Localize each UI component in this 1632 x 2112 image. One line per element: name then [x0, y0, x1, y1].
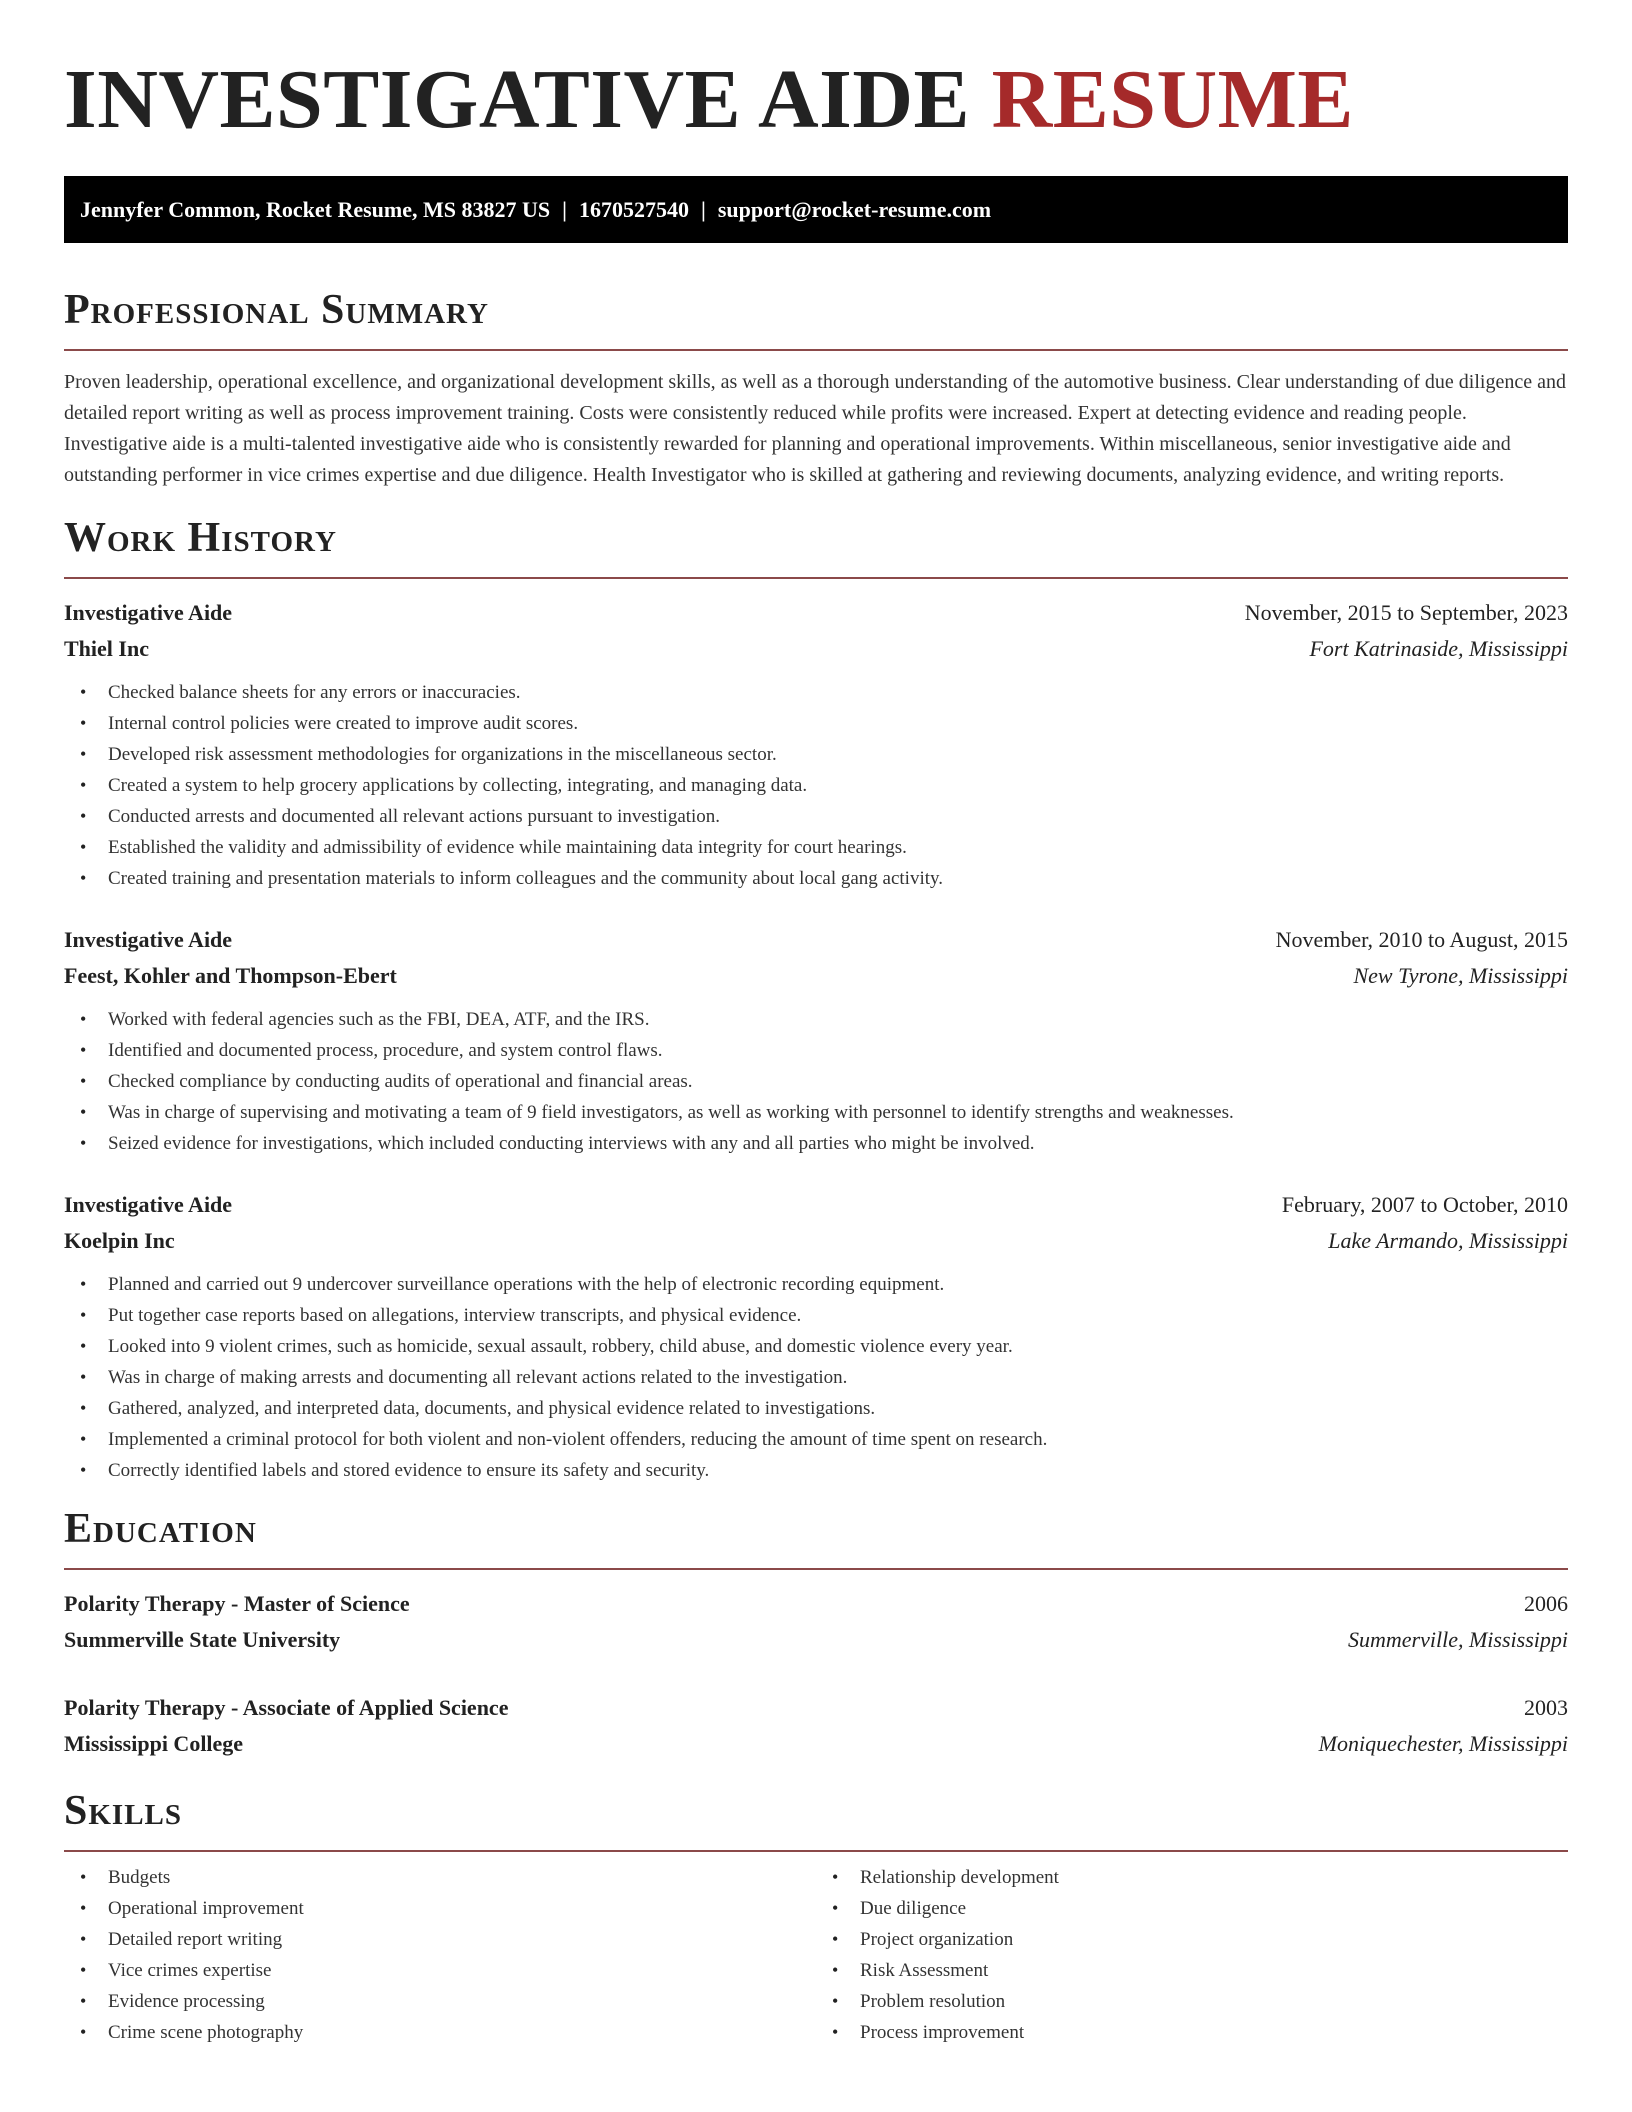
job-duty: • Checked balance sheets for any errors or inaccuracies.	[108, 677, 1568, 708]
job-duty: • Put together case reports based on allegations, interview transcripts, and physical evidence.	[108, 1300, 1568, 1331]
skill-item: • Problem resolution	[860, 1986, 1568, 2017]
skill-item: • Relationship development	[860, 1862, 1568, 1893]
job-company: Feest, Kohler and Thompson-Ebert	[64, 963, 397, 988]
section-divider	[64, 349, 1568, 351]
skill-item: • Operational improvement	[108, 1893, 816, 1924]
education-section	[64, 1504, 1568, 1762]
education-entry	[64, 1586, 1568, 1658]
skills-columns	[64, 1862, 1568, 2048]
job-duty: • Correctly identified labels and stored evidence to ensure its safety and security.	[108, 1455, 1568, 1486]
job-dates: February, 2007 to October, 2010	[1281, 1192, 1568, 1217]
job-duty: • Planned and carried out 9 undercover surveillance operations with the help of electronic recording equipment.	[108, 1269, 1568, 1300]
job-duties	[64, 677, 1568, 894]
skill-item: • Detailed report writing	[108, 1924, 816, 1955]
skill-item: • Crime scene photography	[108, 2017, 816, 2048]
contact-separator: |	[562, 197, 567, 222]
job-location: Fort Katrinaside, Mississippi	[1309, 636, 1568, 661]
job-duty: • Established the validity and admissibility of evidence while maintaining data integrity for court hearings.	[108, 832, 1568, 863]
job-duty: • Identified and documented process, procedure, and system control flaws.	[108, 1035, 1568, 1066]
job-duty: • Internal control policies were created to improve audit scores.	[108, 708, 1568, 739]
education-school: Mississippi College	[64, 1731, 244, 1756]
skill-item: • Budgets	[108, 1862, 816, 1893]
education-degree: Polarity Therapy - Associate of Applied Science	[64, 1695, 509, 1720]
job-duty: • Worked with federal agencies such as the FBI, DEA, ATF, and the IRS.	[108, 1004, 1568, 1035]
job-title: Investigative Aide	[64, 1192, 233, 1217]
contact-name-address: Jennyfer Common, Rocket Resume, MS 83827 US	[80, 197, 551, 222]
job-company: Koelpin Inc	[64, 1228, 175, 1253]
job-title: Investigative Aide	[64, 927, 233, 952]
section-divider	[64, 577, 1568, 579]
resume-title	[64, 0, 1568, 146]
job-duty: • Gathered, analyzed, and interpreted data, documents, and physical evidence related to investigations.	[108, 1393, 1568, 1424]
skill-item: • Due diligence	[860, 1893, 1568, 1924]
education-location: Moniquechester, Mississippi	[1318, 1731, 1568, 1756]
education-year: 2006	[1524, 1591, 1568, 1616]
job-entry	[64, 922, 1568, 1159]
job-duties	[64, 1269, 1568, 1486]
skills-heading: Skills	[64, 1788, 183, 1834]
contact-phone: 1670527540	[578, 197, 689, 222]
education-entry	[64, 1690, 1568, 1762]
job-duty: • Created training and presentation materials to inform colleagues and the community about local gang activity.	[108, 863, 1568, 894]
skills-section	[64, 1786, 1568, 2048]
job-entry	[64, 1187, 1568, 1486]
job-title: Investigative Aide	[64, 600, 233, 625]
work-history-section	[64, 513, 1568, 1486]
job-entry	[64, 595, 1568, 894]
job-dates: November, 2015 to September, 2023	[1244, 600, 1568, 625]
job-location: Lake Armando, Mississippi	[1328, 1228, 1568, 1253]
job-duty: • Developed risk assessment methodologies for organizations in the miscellaneous sector.	[108, 739, 1568, 770]
work-history-heading: Work History	[64, 515, 337, 561]
education-year: 2003	[1524, 1695, 1568, 1720]
skills-list-right	[816, 1862, 1568, 2048]
job-duty: • Was in charge of supervising and motivating a team of 9 field investigators, as well as working with personnel to identify strengths and weaknesses.	[108, 1097, 1568, 1128]
skill-item: • Risk Assessment	[860, 1955, 1568, 1986]
contact-email: support@rocket-resume.com	[717, 197, 992, 222]
skill-item: • Vice crimes expertise	[108, 1955, 816, 1986]
job-duty: • Conducted arrests and documented all relevant actions pursuant to investigation.	[108, 801, 1568, 832]
section-divider	[64, 1568, 1568, 1570]
education-location: Summerville, Mississippi	[1348, 1627, 1568, 1652]
skill-item: • Evidence processing	[108, 1986, 816, 2017]
summary-section	[64, 285, 1568, 491]
summary-heading: Professional Summary	[64, 287, 489, 333]
skills-list-left	[64, 1862, 816, 2048]
skill-item: • Process improvement	[860, 2017, 1568, 2048]
education-heading: Education	[64, 1506, 257, 1552]
job-duty: • Implemented a criminal protocol for both violent and non-violent offenders, reducing the amount of time spent on research.	[108, 1424, 1568, 1455]
title-accent: RESUME	[991, 53, 1354, 146]
summary-text: Proven leadership, operational excellence, and organizational development skills, as well as a thorough understanding of the automotive business. Clear understanding of due diligence and detailed report writing as well as process improvement training. Costs were consistently reduced while profits were increased. Expert at detecting evidence and reading people. Investigative aide is a multi-talented investigative aide who is consistently rewarded for planning and operational improvements. Within miscellaneous, senior investigative aide and outstanding performer in vice crimes expertise and due diligence. Health Investigator who is skilled at gathering and reviewing documents, analyzing evidence, and writing reports.	[64, 371, 1566, 486]
job-duty: • Was in charge of making arrests and documenting all relevant actions related to the investigation.	[108, 1362, 1568, 1393]
section-divider	[64, 1850, 1568, 1852]
contact-separator: |	[700, 197, 706, 222]
job-duty: • Checked compliance by conducting audits of operational and financial areas.	[108, 1066, 1568, 1097]
job-dates: November, 2010 to August, 2015	[1275, 927, 1568, 952]
education-degree: Polarity Therapy - Master of Science	[64, 1591, 410, 1616]
job-duty: • Created a system to help grocery applications by collecting, integrating, and managing data.	[108, 770, 1568, 801]
contact-bar	[64, 176, 1568, 243]
education-school: Summerville State University	[64, 1627, 341, 1652]
job-company: Thiel Inc	[64, 636, 149, 661]
skill-item: • Project organization	[860, 1924, 1568, 1955]
job-duties	[64, 1004, 1568, 1159]
job-duty: • Seized evidence for investigations, which included conducting interviews with any and all parties who might be involved.	[108, 1128, 1568, 1159]
job-location: New Tyrone, Mississippi	[1353, 963, 1568, 988]
job-duty: • Looked into 9 violent crimes, such as homicide, sexual assault, robbery, child abuse, and domestic violence every year.	[108, 1331, 1568, 1362]
title-main: INVESTIGATIVE AIDE	[64, 53, 971, 146]
